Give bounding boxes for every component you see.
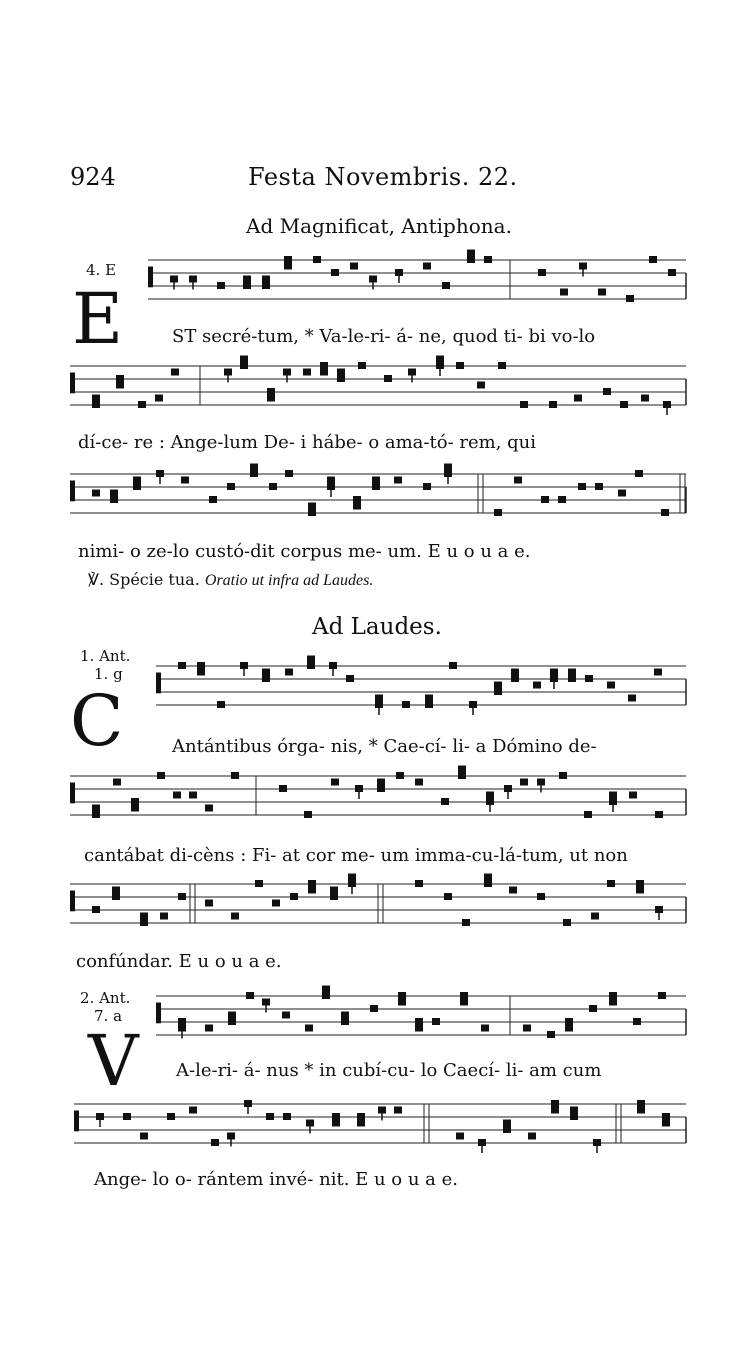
laudes-staff-4-neume — [228, 1012, 236, 1019]
laudes-staff-2-neume — [355, 785, 363, 792]
magnificat-staff-3-neume — [423, 483, 431, 490]
laudes-staff-3-neume — [92, 906, 100, 913]
laudes-staff-1-clef — [156, 673, 161, 694]
magnificat-staff-1-neume — [423, 263, 431, 270]
laudes-staff-4-neume — [246, 992, 254, 999]
magnificat-staff-3-neume — [372, 483, 380, 490]
versicle-symbol: ℣. — [88, 570, 105, 589]
magnificat-staff-2-neume — [92, 395, 100, 402]
magnificat-staff-2-neume — [574, 395, 582, 402]
laudes-staff-2-neume — [415, 779, 423, 786]
magnificat-staff-2-clef — [70, 373, 75, 394]
laudes-staff-4-neume — [432, 1018, 440, 1025]
magnificat-staff-2-neume — [549, 401, 557, 408]
laudes-staff-5-neume — [456, 1133, 464, 1140]
laudes-staff-2-neume — [131, 805, 139, 812]
laudes-staff-4-neume — [547, 1031, 555, 1038]
laudes-staff-4-neume — [565, 1018, 573, 1025]
laudes-staff-3-neume — [178, 893, 186, 900]
laudes-staff-3-neume — [636, 880, 644, 887]
magnificat-staff-1-neume — [579, 263, 587, 270]
magnificat-staff-2-neume — [320, 369, 328, 376]
laudes-staff-4-clef — [156, 1003, 161, 1024]
laudes-staff-1-neume — [197, 669, 205, 676]
magnificat-staff-3-neume — [558, 496, 566, 503]
laudes-staff-2-neume — [92, 805, 100, 812]
magnificat-staff-2-neume — [641, 395, 649, 402]
laudes-staff-3-neume — [308, 880, 316, 887]
magnificat-staff-3-neume — [394, 477, 402, 484]
magnificat-staff-3-neume — [308, 509, 316, 516]
laudes-staff-1-neume — [262, 675, 270, 682]
laudes-staff-3-neume — [563, 919, 571, 926]
laudes-staff-3-neume — [484, 874, 492, 881]
magnificat-staff-1-neume — [560, 289, 568, 296]
laudes-staff-3-neume — [444, 893, 452, 900]
magnificat-staff-1-neume — [369, 276, 377, 283]
magnificat-staff-1-neume — [598, 289, 606, 296]
magnificat-staff-3-neume — [327, 477, 335, 484]
laudes-staff-1-neume — [178, 662, 186, 669]
laudes-staff-5-neume — [378, 1107, 386, 1114]
laudes-staff-1-neume — [607, 682, 615, 689]
laudes-staff-4-neume — [262, 999, 270, 1006]
magnificat-staff-3-neume — [353, 496, 361, 503]
laudes-staff-4-neume — [609, 992, 617, 999]
laudes-staff-4-neume — [398, 992, 406, 999]
laudes-staff-5-clef — [74, 1111, 79, 1132]
laudes-staff-2-neume — [629, 792, 637, 799]
laudes-staff-1-neume — [217, 701, 225, 708]
magnificat-staff-2-neume — [283, 369, 291, 376]
laudes-staff-5-neume — [266, 1113, 274, 1120]
laudes-staff-2-neume — [520, 779, 528, 786]
laudes-staff-3-neume — [607, 880, 615, 887]
laudes-heading: Ad Laudes. — [312, 614, 442, 640]
laudes-staff-2-neume — [113, 779, 121, 786]
lyric-line-1: ST secré-tum, * Va-le-ri- á- ne, quod ti- bi vo-lo — [172, 326, 596, 347]
mode-label-ant1-line1: 1. Ant. — [80, 647, 131, 665]
laudes-staff-2-neume — [131, 798, 139, 805]
magnificat-staff-3-neume — [494, 509, 502, 516]
laudes-staff-3-neume — [509, 887, 517, 894]
laudes-staff-4-neume — [481, 1025, 489, 1032]
magnificat-staff-2-neume — [337, 375, 345, 382]
magnificat-staff-2-neume — [116, 375, 124, 382]
laudes-staff-3-neume — [537, 893, 545, 900]
laudes-staff-3-neume — [112, 893, 120, 900]
laudes-staff-2-neume — [609, 792, 617, 799]
laudes-staff-5-neume — [637, 1100, 645, 1107]
magnificat-staff-2-neume — [267, 395, 275, 402]
magnificat-staff-3-neume — [618, 490, 626, 497]
laudes-staff-1-neume — [240, 662, 248, 669]
magnificat-staff-1-neume — [626, 295, 634, 302]
laudes-staff-4-neume — [282, 1012, 290, 1019]
magnificat-staff-2-neume — [384, 375, 392, 382]
laudes-staff-5-neume — [283, 1113, 291, 1120]
laudes-staff-3-neume — [462, 919, 470, 926]
laudes-staff-5-neume — [332, 1113, 340, 1120]
laudes-staff-5-neume — [528, 1133, 536, 1140]
laudes-staff-4-neume — [609, 999, 617, 1006]
laudes-staff-1-neume — [511, 669, 519, 676]
laudes-staff-3-neume — [160, 913, 168, 920]
magnificat-staff-2-neume — [155, 395, 163, 402]
laudes-staff-1-neume — [329, 662, 337, 669]
magnificat-staff-3-neume — [250, 470, 258, 477]
magnificat-staff-3-neume — [444, 464, 452, 471]
mode-label-ant2-line2: 7. a — [94, 1007, 123, 1025]
magnificat-staff-3-neume — [227, 483, 235, 490]
laudes-staff-1-neume — [550, 669, 558, 676]
magnificat-staff-3-neume — [156, 470, 164, 477]
magnificat-staff-3-neume — [250, 464, 258, 471]
magnificat-staff-1-clef — [148, 267, 153, 288]
magnificat-staff-3-neume — [181, 477, 189, 484]
laudes-staff-4-neume — [178, 1018, 186, 1025]
laudes-staff-4-neume — [415, 1018, 423, 1025]
laudes-staff-5-neume — [570, 1113, 578, 1120]
mode-label-ant1-line2: 1. g — [94, 665, 123, 683]
mode-label-ant2-line1: 2. Ant. — [80, 989, 131, 1007]
laudes-staff-4-neume — [633, 1018, 641, 1025]
magnificat-staff-2-neume — [620, 401, 628, 408]
laudes-staff-1-neume — [285, 669, 293, 676]
laudes-staff-1-neume — [654, 669, 662, 676]
laudes-staff-2-neume — [441, 798, 449, 805]
laudes-staff-4-neume — [589, 1005, 597, 1012]
laudes-staff-4-neume — [305, 1025, 313, 1032]
laudes-staff-1-neume — [425, 695, 433, 702]
laudes-staff-1-neume — [346, 675, 354, 682]
laudes-staff-3-neume — [140, 919, 148, 926]
magnificat-heading: Ad Magnificat, Antiphona. — [246, 214, 512, 238]
magnificat-staff-3-neume — [578, 483, 586, 490]
laudes-staff-5-neume — [662, 1120, 670, 1127]
lyric-line-2: dí-ce- re : Ange-lum De- i hábe- o ama-tó- rem, qui — [78, 432, 537, 453]
laudes-staff-5-neume — [306, 1120, 314, 1127]
magnificat-staff-1-neume — [442, 282, 450, 289]
laudes-staff-1-neume — [628, 695, 636, 702]
ant1-lyric-line-3: confúndar. E u o u a e. — [76, 951, 282, 972]
magnificat-staff-2-neume — [171, 369, 179, 376]
laudes-staff-2-neume — [331, 779, 339, 786]
magnificat-staff-3-neume — [110, 496, 118, 503]
magnificat-staff-1-neume — [538, 269, 546, 276]
laudes-staff-1-neume — [262, 669, 270, 676]
laudes-staff-2-neume — [584, 811, 592, 818]
magnificat-staff-2-neume — [224, 369, 232, 376]
laudes-staff-2-neume — [279, 785, 287, 792]
ant2-lyric-line-1: A-le-ri- á- nus * in cubí-cu- lo Caecí- li- am cum — [176, 1060, 602, 1081]
magnificat-staff-2-neume — [92, 401, 100, 408]
laudes-staff-3-neume — [330, 893, 338, 900]
magnificat-staff-3-neume — [327, 483, 335, 490]
laudes-staff-5-neume — [227, 1133, 235, 1140]
laudes-staff-5-neume — [332, 1120, 340, 1127]
magnificat-staff-1-neume — [262, 276, 270, 283]
magnificat-staff-3-neume — [133, 477, 141, 484]
laudes-staff-1-neume — [197, 662, 205, 669]
laudes-staff-3-neume — [348, 874, 356, 881]
magnificat-staff-2-neume — [138, 401, 146, 408]
laudes-staff-2-neume — [304, 811, 312, 818]
laudes-staff-1-neume — [402, 701, 410, 708]
magnificat-staff-3-clef — [70, 481, 75, 502]
magnificat-staff-2-neume — [240, 356, 248, 363]
magnificat-staff-3-neume — [285, 470, 293, 477]
magnificat-staff-3-neume — [308, 503, 316, 510]
laudes-staff-2-neume — [537, 779, 545, 786]
laudes-staff-2-neume — [396, 772, 404, 779]
laudes-staff-5-neume — [570, 1107, 578, 1114]
magnificat-staff-1-neume — [395, 269, 403, 276]
laudes-staff-4-neume — [178, 1025, 186, 1032]
laudes-staff-4-neume — [370, 1005, 378, 1012]
magnificat-staff-2-neume — [267, 388, 275, 395]
magnificat-staff-1-neume — [467, 256, 475, 263]
laudes-staff-5-neume — [551, 1100, 559, 1107]
magnificat-staff-2-neume — [436, 356, 444, 363]
laudes-staff-1-neume — [511, 675, 519, 682]
laudes-staff-3-neume — [484, 880, 492, 887]
laudes-staff-2-neume — [486, 798, 494, 805]
laudes-staff-5-neume — [244, 1100, 252, 1107]
magnificat-staff-2-neume — [116, 382, 124, 389]
laudes-staff-3-neume — [231, 913, 239, 920]
laudes-staff-4-neume — [228, 1018, 236, 1025]
laudes-staff-5-neume — [167, 1113, 175, 1120]
magnificat-staff-1-neume — [243, 276, 251, 283]
laudes-staff-1-neume — [375, 701, 383, 708]
laudes-staff-3-neume — [415, 880, 423, 887]
laudes-staff-5-neume — [662, 1113, 670, 1120]
laudes-staff-4-neume — [322, 992, 330, 999]
laudes-staff-4-neume — [205, 1025, 213, 1032]
laudes-staff-1-neume — [449, 662, 457, 669]
magnificat-staff-1-neume — [189, 276, 197, 283]
laudes-staff-3-neume — [140, 913, 148, 920]
magnificat-staff-2-neume — [603, 388, 611, 395]
laudes-staff-2-clef — [70, 783, 75, 804]
laudes-staff-3-neume — [636, 887, 644, 894]
magnificat-staff-1-neume — [350, 263, 358, 270]
laudes-staff-4-neume — [523, 1025, 531, 1032]
versicle-text: Spécie tua. — [109, 570, 200, 589]
oratio-rubric: Oratio ut infra ad Laudes. — [204, 572, 374, 589]
ant1-lyric-line-1: Antántibus órga- nis, * Cae-cí- li- a Dómino de- — [172, 736, 597, 757]
magnificat-staff-1-neume — [243, 282, 251, 289]
laudes-staff-2-neume — [609, 798, 617, 805]
ant1-lyric-line-2: cantábat di-cèns : Fi- at cor me- um imma-cu-lá-tum, ut non — [84, 845, 628, 866]
laudes-staff-1-neume — [585, 675, 593, 682]
laudes-staff-2-neume — [173, 792, 181, 799]
laudes-staff-5-neume — [123, 1113, 131, 1120]
magnificat-staff-2-neume — [663, 401, 671, 408]
laudes-staff-3-neume — [272, 900, 280, 907]
laudes-staff-4-neume — [460, 992, 468, 999]
laudes-staff-3-clef — [70, 891, 75, 912]
laudes-staff-2-neume — [486, 792, 494, 799]
laudes-staff-3-neume — [205, 900, 213, 907]
magnificat-staff-2-neume — [303, 369, 311, 376]
laudes-staff-1-neume — [550, 675, 558, 682]
magnificat-staff-3-neume — [133, 483, 141, 490]
laudes-staff-3-neume — [591, 913, 599, 920]
magnificat-staff-2-neume — [436, 362, 444, 369]
magnificat-staff-3-neume — [635, 470, 643, 477]
laudes-staff-3-neume — [290, 893, 298, 900]
laudes-staff-4-neume — [341, 1018, 349, 1025]
magnificat-staff-3-neume — [541, 496, 549, 503]
laudes-staff-1-neume — [425, 701, 433, 708]
magnificat-staff-1-neume — [331, 269, 339, 276]
laudes-staff-2-neume — [377, 785, 385, 792]
magnificat-staff-2-neume — [520, 401, 528, 408]
laudes-staff-5-neume — [394, 1107, 402, 1114]
laudes-staff-4-neume — [565, 1025, 573, 1032]
magnificat-staff-1-neume — [467, 250, 475, 257]
magnificat-staff-3-neume — [269, 483, 277, 490]
magnificat-staff-1-neume — [649, 256, 657, 263]
magnificat-staff-3-neume — [372, 477, 380, 484]
laudes-staff-4-neume — [398, 999, 406, 1006]
magnificat-staff-1-neume — [668, 269, 676, 276]
magnificat-staff-1-neume — [484, 256, 492, 263]
magnificat-staff-2-neume — [358, 362, 366, 369]
laudes-staff-2-neume — [655, 811, 663, 818]
laudes-staff-2-neume — [205, 805, 213, 812]
laudes-staff-1-neume — [494, 688, 502, 695]
magnificat-staff-3-neume — [209, 496, 217, 503]
laudes-staff-4-neume — [322, 986, 330, 993]
laudes-staff-5-neume — [503, 1126, 511, 1133]
laudes-staff-3-neume — [255, 880, 263, 887]
magnificat-staff-3-neume — [595, 483, 603, 490]
laudes-staff-2-neume — [504, 785, 512, 792]
magnificat-staff-1-neume — [284, 256, 292, 263]
laudes-staff-5-neume — [503, 1120, 511, 1127]
magnificat-staff-2-neume — [408, 369, 416, 376]
magnificat-staff-2-neume — [498, 362, 506, 369]
laudes-staff-2-neume — [458, 766, 466, 773]
magnificat-staff-2-neume — [337, 369, 345, 376]
laudes-staff-5-neume — [357, 1113, 365, 1120]
magnificat-staff-2-neume — [320, 362, 328, 369]
magnificat-staff-2-neume — [477, 382, 485, 389]
laudes-staff-2-neume — [559, 772, 567, 779]
laudes-staff-1-neume — [568, 675, 576, 682]
laudes-staff-5-neume — [478, 1139, 486, 1146]
magnificat-staff-3-neume — [110, 490, 118, 497]
laudes-staff-1-neume — [307, 662, 315, 669]
laudes-staff-5-neume — [551, 1107, 559, 1114]
magnificat-staff-1-neume — [217, 282, 225, 289]
ant2-lyric-line-2: Ange- lo o- rántem invé- nit. E u o u a e. — [94, 1169, 459, 1190]
laudes-staff-4-neume — [658, 992, 666, 999]
magnificat-staff-3-neume — [661, 509, 669, 516]
magnificat-staff-3-neume — [353, 503, 361, 510]
page-number: 924 — [70, 163, 116, 191]
laudes-staff-2-neume — [157, 772, 165, 779]
laudes-staff-3-neume — [112, 887, 120, 894]
laudes-staff-2-neume — [458, 772, 466, 779]
laudes-staff-5-neume — [637, 1107, 645, 1114]
magnificat-staff-1-neume — [313, 256, 321, 263]
laudes-staff-5-neume — [96, 1113, 104, 1120]
laudes-staff-2-neume — [231, 772, 239, 779]
running-title: Festa Novembris. 22. — [248, 163, 518, 191]
laudes-staff-5-neume — [357, 1120, 365, 1127]
magnificat-staff-1-neume — [170, 276, 178, 283]
laudes-staff-2-neume — [92, 811, 100, 818]
magnificat-staff-3-neume — [444, 470, 452, 477]
lyric-line-3: nimi- o ze-lo custó-dit corpus me- um. E u o u a e. — [78, 541, 531, 562]
initial-letter-c: C — [70, 680, 124, 762]
laudes-staff-3-neume — [655, 906, 663, 913]
magnificat-staff-2-neume — [240, 362, 248, 369]
magnificat-staff-2-neume — [456, 362, 464, 369]
initial-letter-v: V — [88, 1020, 139, 1102]
laudes-staff-1-neume — [533, 682, 541, 689]
laudes-staff-1-neume — [469, 701, 477, 708]
laudes-staff-4-neume — [341, 1012, 349, 1019]
laudes-staff-1-neume — [375, 695, 383, 702]
magnificat-staff-3-neume — [92, 490, 100, 497]
initial-letter-e: E — [72, 278, 124, 360]
laudes-staff-3-neume — [330, 887, 338, 894]
laudes-staff-5-neume — [189, 1107, 197, 1114]
magnificat-staff-1-neume — [284, 263, 292, 270]
magnificat-staff-3-neume — [514, 477, 522, 484]
laudes-staff-3-neume — [348, 880, 356, 887]
laudes-staff-5-neume — [140, 1133, 148, 1140]
laudes-staff-3-neume — [308, 887, 316, 894]
laudes-staff-5-neume — [593, 1139, 601, 1146]
laudes-staff-2-neume — [189, 792, 197, 799]
mode-label-magnificat: 4. E — [86, 261, 117, 279]
laudes-staff-4-neume — [415, 1025, 423, 1032]
laudes-staff-1-neume — [307, 656, 315, 663]
laudes-staff-1-neume — [568, 669, 576, 676]
magnificat-staff-1-neume — [262, 282, 270, 289]
laudes-staff-5-neume — [211, 1139, 219, 1146]
laudes-staff-4-neume — [460, 999, 468, 1006]
laudes-staff-1-neume — [494, 682, 502, 689]
laudes-staff-2-neume — [377, 779, 385, 786]
